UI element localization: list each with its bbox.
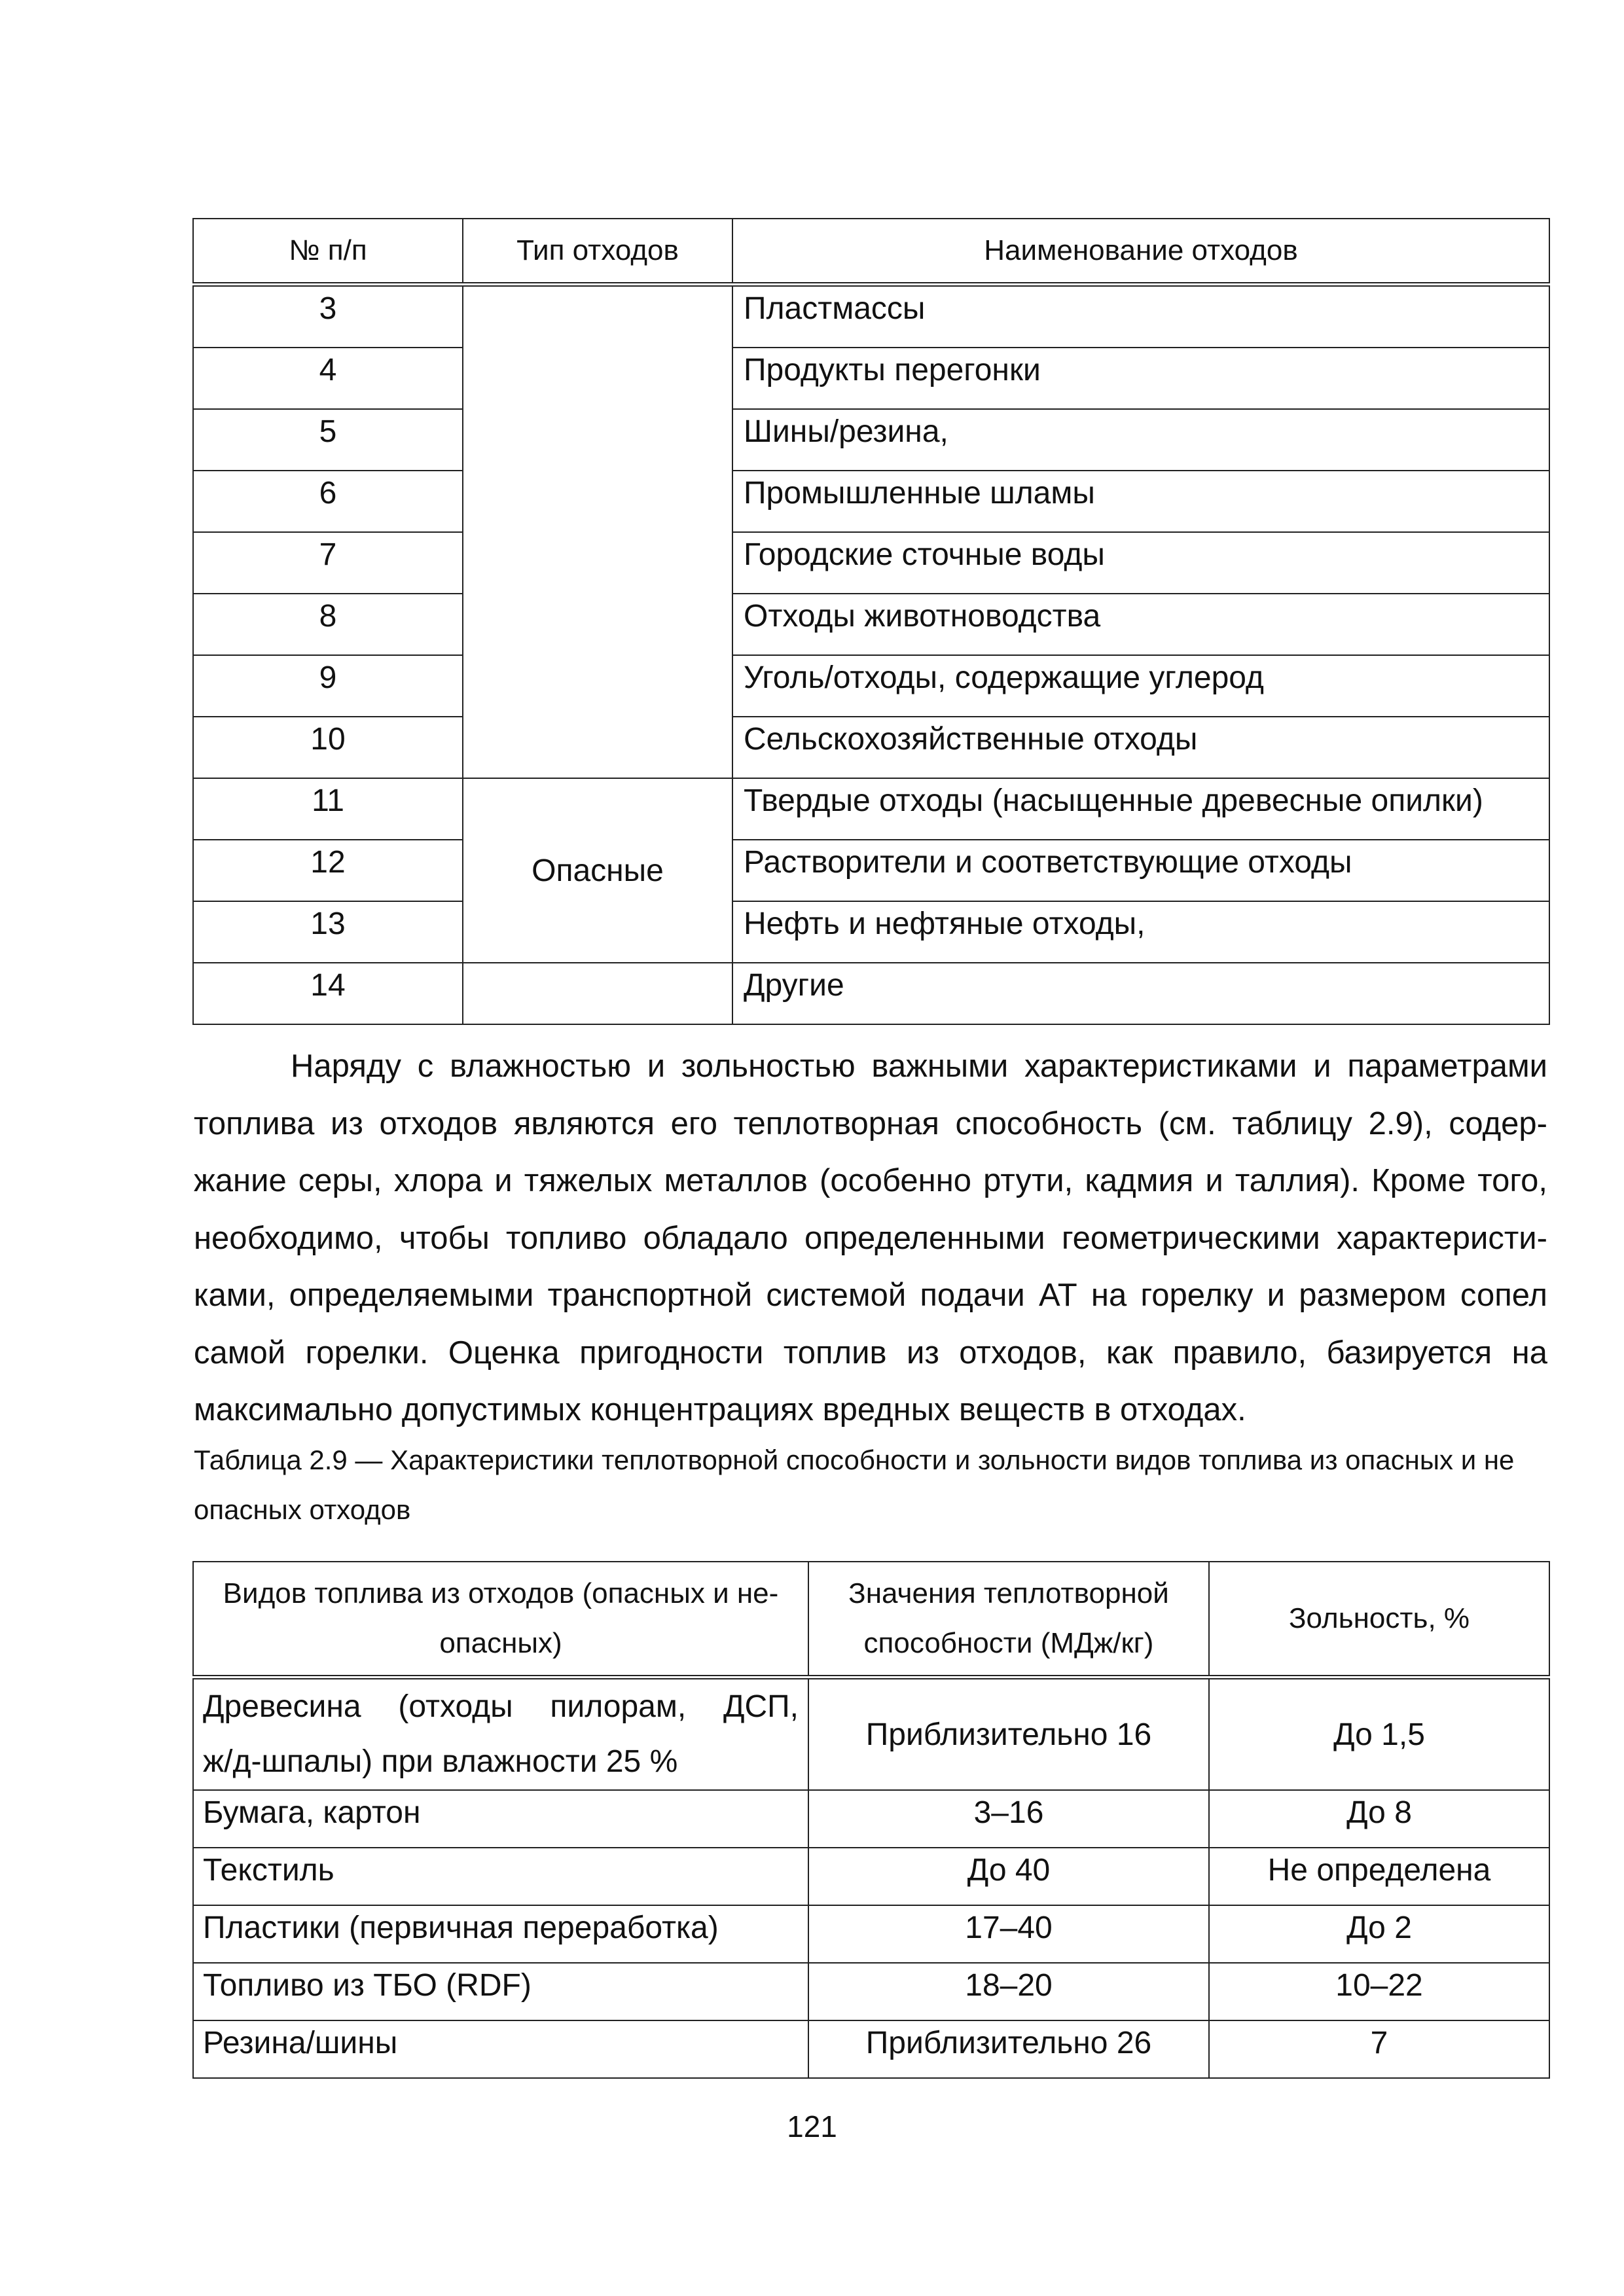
waste-name: Нефть и нефтяные отходы,	[732, 901, 1549, 963]
table-row	[193, 285, 1549, 348]
waste-name: Шины/резина,	[732, 409, 1549, 471]
table-row	[193, 594, 1549, 655]
table-row	[193, 1905, 1549, 1963]
waste-type-hazardous: Опасные	[463, 778, 732, 963]
fuel-name: Резина/шины	[193, 2020, 808, 2078]
calorific-value: До 40	[808, 1848, 1209, 1905]
waste-name: Пластмассы	[732, 285, 1549, 348]
row-number: 12	[193, 840, 463, 901]
table-row	[193, 778, 1549, 840]
fuel-name-line: ж/д-шпалы) при влажности 25 %	[203, 1744, 678, 1779]
row-number: 8	[193, 594, 463, 655]
table-caption: Таблица 2.9 — Характеристики теплотворной способности и зольности видов топлива из опасных и не опасных отходов	[194, 1444, 1515, 1525]
fuel-name: Бумага, картон	[193, 1790, 808, 1848]
table-row	[193, 409, 1549, 471]
waste-name: Сельскохозяйственные отходы	[732, 717, 1549, 778]
waste-name: Уголь/отходы, содержащие углерод	[732, 655, 1549, 717]
table-row	[193, 717, 1549, 778]
row-number: 6	[193, 471, 463, 532]
ash-content: 7	[1209, 2020, 1549, 2078]
table-row	[193, 1790, 1549, 1848]
ash-content: До 1,5	[1209, 1677, 1549, 1791]
waste-name: Твердые отходы (насыщенные древесные опилки)	[732, 778, 1549, 840]
row-number: 11	[193, 778, 463, 840]
table-row	[193, 1677, 1549, 1791]
fuel-name: Текстиль	[193, 1848, 808, 1905]
waste-name: Растворители и соответствующие отходы	[732, 840, 1549, 901]
table-row	[193, 532, 1549, 594]
row-number: 4	[193, 348, 463, 409]
row-number: 10	[193, 717, 463, 778]
ash-content: До 8	[1209, 1790, 1549, 1848]
row-number: 5	[193, 409, 463, 471]
row-number: 3	[193, 285, 463, 348]
calorific-value: 3–16	[808, 1790, 1209, 1848]
calorific-value: Приблизительно 26	[808, 2020, 1209, 2078]
waste-name: Продукты перегонки	[732, 348, 1549, 409]
waste-name: Отходы животноводства	[732, 594, 1549, 655]
waste-types-table	[192, 218, 1550, 1025]
fuel-name: Пластики (первичная переработка)	[193, 1905, 808, 1963]
ash-content: Не определена	[1209, 1848, 1549, 1905]
ash-content: 10–22	[1209, 1963, 1549, 2020]
table-row	[193, 348, 1549, 409]
waste-name: Другие	[732, 963, 1549, 1024]
fuel-name: Топливо из ТБО (RDF)	[193, 1963, 808, 2020]
table-row	[193, 901, 1549, 963]
calorific-value: 18–20	[808, 1963, 1209, 2020]
table-row	[193, 1848, 1549, 1905]
fuel-name	[193, 1677, 808, 1791]
header-number: № п/п	[193, 219, 463, 285]
table-row	[193, 840, 1549, 901]
table-header-row	[193, 1562, 1549, 1677]
table-row	[193, 963, 1549, 1024]
table-row	[193, 2020, 1549, 2078]
header-waste-name: Наименование отходов	[732, 219, 1549, 285]
header-fuel-type: Видов топлива из отходов (опасных и не-опасных)	[193, 1562, 808, 1677]
row-number: 14	[193, 963, 463, 1024]
calorific-value: Приблизительно 16	[808, 1677, 1209, 1791]
ash-content: До 2	[1209, 1905, 1549, 1963]
body-paragraph: Наряду с влажностью и зольностью важными характеристиками и параметрами топлива из отходов являются его теплотворная способность (см. таблицу 2.9), содер-жание серы, хлора и тяжелых металлов (особенно ртути, кадмия и таллия). Кроме того, необходимо, чтобы топливо обладало определенными геометрическими характеристи-ками, определяемыми транспортной системой подачи АТ на горелку и размером сопел самой горелки. Оценка пригодности топлив из отходов, как правило, базируется на максимально допустимых концентрациях вредных веществ в отходах.	[194, 1049, 1547, 1427]
header-waste-type: Тип отходов	[463, 219, 732, 285]
table-row	[193, 655, 1549, 717]
waste-type-cell-nonhazardous	[463, 285, 732, 779]
row-number: 9	[193, 655, 463, 717]
header-calorific-value: Значения теплотворной способности (МДж/кг)	[808, 1562, 1209, 1677]
fuel-characteristics-table	[192, 1561, 1550, 2079]
table-row	[193, 471, 1549, 532]
calorific-value: 17–40	[808, 1905, 1209, 1963]
table-row	[193, 1963, 1549, 2020]
fuel-name-line: Древесина (отходы пилорам, ДСП,	[203, 1689, 799, 1724]
row-number: 7	[193, 532, 463, 594]
waste-type-cell-empty	[463, 963, 732, 1024]
waste-name: Городские сточные воды	[732, 532, 1549, 594]
waste-name: Промышленные шламы	[732, 471, 1549, 532]
table-header-row	[193, 219, 1549, 285]
header-ash-content: Зольность, %	[1209, 1562, 1549, 1677]
page-number: 121	[787, 2109, 837, 2144]
row-number: 13	[193, 901, 463, 963]
